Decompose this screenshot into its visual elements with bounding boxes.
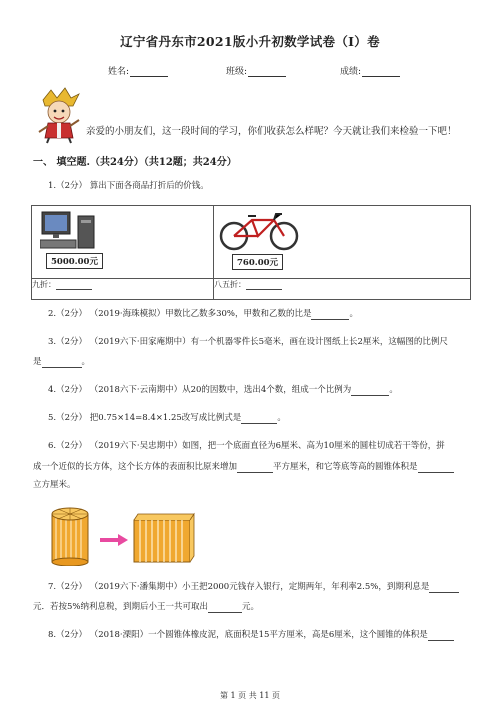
computer-icon (40, 210, 102, 250)
mascot-icon (35, 86, 83, 144)
question-6-line2: 成一个近似的长方体，这个长方体的表面积比原来增加 平方厘米，和它等底等高的圆锥体积是 (33, 461, 454, 473)
question-2: 2.（2分） （2019·海珠模拟）甲数比乙数多30%，甲数和乙数的比是 。 (48, 309, 358, 319)
question-8: 8.（2分） （2018·溧阳）一个圆锥体橡皮泥，底面积是15平方厘米，高是6厘米，这个圆锥的体积是 (48, 629, 478, 641)
question-4: 4.（2分） （2018六下·云南期中）从20的因数中，选出4个数，组成一个比例为 。 (48, 385, 398, 395)
bicycle-icon (218, 210, 302, 252)
bicycle-price: 760.00元 (232, 254, 283, 270)
question-6: 6.（2分） （2019六下·吴忠期中）如图，把一个底面直径为6厘米、高为10厘米的圆柱切成若干等份，拼 (48, 441, 445, 451)
discount-cell-computer: 九折： (32, 279, 214, 300)
question-3: 3.（2分） （2019六下·田家庵期中）有一个机器零件长5毫米，画在设计图纸上长2厘米，这幅图的比例尺 (48, 337, 448, 347)
class-blank (248, 67, 286, 77)
class-label: 班级: (226, 67, 248, 77)
question-5: 5.（2分） 把0.75×14=8.4×1.25改写成比例式是 。 (48, 413, 286, 423)
score-label: 成绩: (340, 67, 362, 77)
name-label: 姓名: (108, 67, 130, 77)
page-footer: 第 1 页 共 11 页 (220, 691, 280, 700)
cylinder-cut-figure (48, 504, 198, 566)
computer-price: 5000.00元 (46, 253, 103, 269)
question-7-line2: 元．若按5%纳利息税，到期后小王一共可取出 元。 (33, 602, 260, 612)
section-title: 一、 填空题.（共24分）（共12题；共24分） (33, 157, 237, 168)
class-field (226, 64, 286, 77)
greeting-text: 亲爱的小朋友们，这一段时间的学习，你们收获怎么样呢？今天就让我们来检验一下吧！ (86, 126, 457, 137)
score-blank (362, 67, 400, 77)
question-3-line2: 是 。 (33, 357, 91, 367)
product-cell-computer (32, 206, 214, 279)
question-7: 7.（2分） （2019六下·潘集期中）小王把2000元钱存入银行，定期两年，年利率2.5%，到期利息是 (48, 581, 478, 593)
name-blank (130, 67, 168, 77)
price-table (31, 205, 471, 300)
name-field (108, 64, 168, 77)
page-title: 辽宁省丹东市2021版小升初数学试卷（I）卷 (120, 34, 380, 49)
score-field (340, 64, 400, 77)
question-6-line3: 立方厘米。 (33, 480, 76, 490)
question-1: 1.（2分） 算出下面各商品打折后的价钱。 (48, 181, 209, 191)
product-cell-bicycle (214, 206, 471, 279)
discount-cell-bicycle: 八五折： (214, 279, 471, 300)
